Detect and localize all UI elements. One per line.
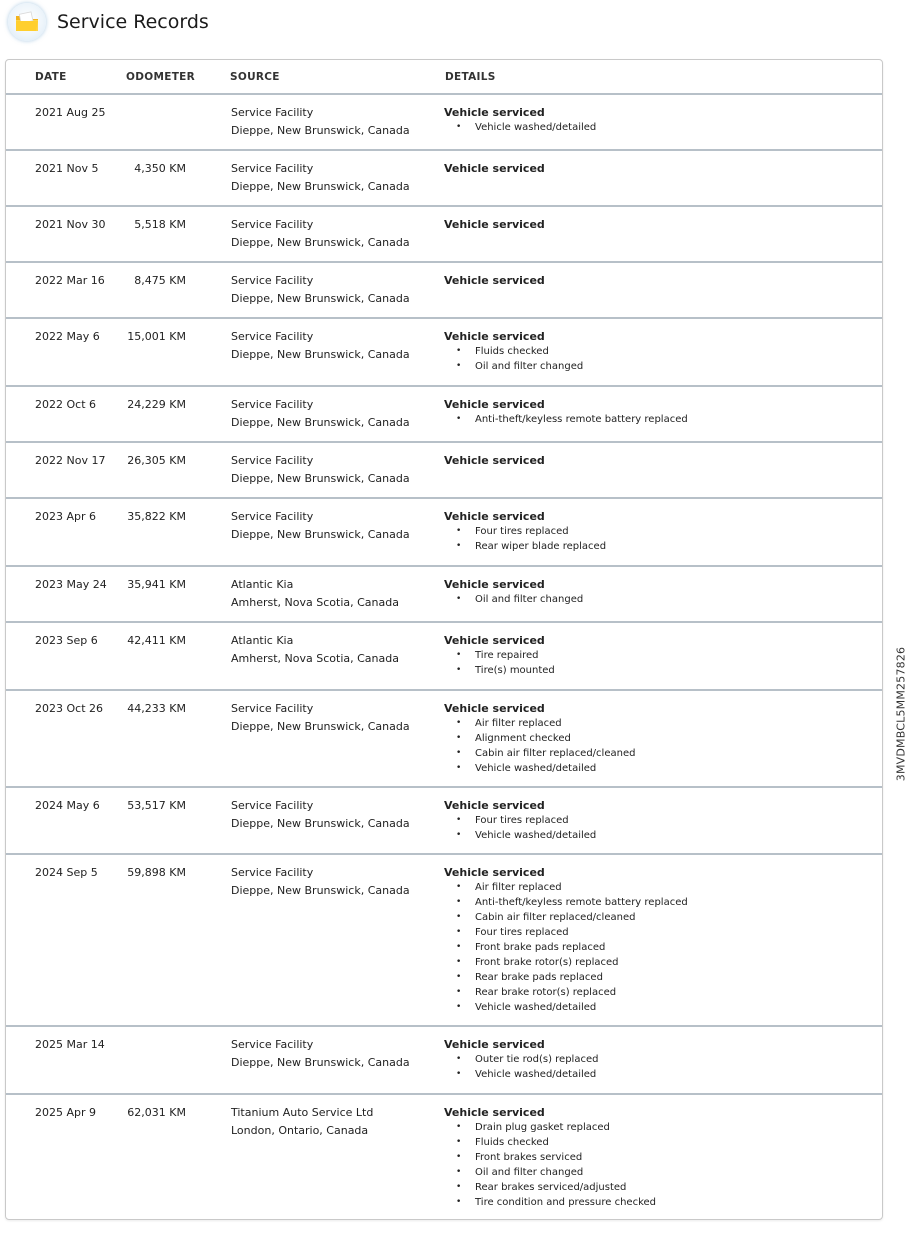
details-list-item: • Front brake pads replaced <box>444 940 688 955</box>
details-list <box>444 813 596 843</box>
details-list-item: • Four tires replaced <box>444 813 596 828</box>
record-date: 2023 Oct 26 <box>35 702 104 715</box>
vin-label: 3MVDMBCL5MM257826 <box>894 646 908 782</box>
source-location: Dieppe, New Brunswick, Canada <box>231 720 410 733</box>
record-source <box>231 328 410 364</box>
details-title: Vehicle serviced <box>444 274 545 287</box>
record-date: 2025 Apr 9 <box>35 1106 97 1119</box>
record-details <box>444 217 545 232</box>
record-details <box>444 105 596 135</box>
source-name: Atlantic Kia <box>231 578 294 591</box>
folder-icon <box>8 3 46 41</box>
record-details <box>444 577 583 607</box>
record-odometer: 5,518 KM <box>134 218 186 231</box>
record-details <box>444 329 583 374</box>
details-list-item: • Anti-theft/keyless remote battery replaced <box>444 412 688 427</box>
details-list-item: • Front brake rotor(s) replaced <box>444 955 688 970</box>
source-location: Dieppe, New Brunswick, Canada <box>231 416 410 429</box>
column-header-details: DETAILS <box>445 71 496 83</box>
details-title: Vehicle serviced <box>444 398 545 411</box>
record-odometer: 59,898 KM <box>127 866 186 879</box>
table-row <box>6 1095 882 1223</box>
details-list-item: • Anti-theft/keyless remote battery replaced <box>444 895 688 910</box>
source-location: Dieppe, New Brunswick, Canada <box>231 180 410 193</box>
details-title: Vehicle serviced <box>444 1106 545 1119</box>
record-odometer: 62,031 KM <box>127 1106 186 1119</box>
source-name: Service Facility <box>231 162 314 175</box>
record-odometer: 44,233 KM <box>127 702 186 715</box>
record-source <box>231 632 399 668</box>
record-details <box>444 273 545 288</box>
record-details <box>444 633 555 678</box>
record-odometer: 24,229 KM <box>127 398 186 411</box>
record-details <box>444 798 596 843</box>
source-location: Dieppe, New Brunswick, Canada <box>231 817 410 830</box>
details-list-item: • Rear brake rotor(s) replaced <box>444 985 688 1000</box>
page-title: Service Records <box>57 11 209 33</box>
record-source <box>231 700 410 736</box>
details-title: Vehicle serviced <box>444 454 545 467</box>
source-name: Service Facility <box>231 106 314 119</box>
details-title: Vehicle serviced <box>444 510 545 523</box>
record-date: 2024 Sep 5 <box>35 866 98 879</box>
source-location: Dieppe, New Brunswick, Canada <box>231 528 410 541</box>
details-title: Vehicle serviced <box>444 866 545 879</box>
details-list-item: • Vehicle washed/detailed <box>444 761 635 776</box>
details-list-item: • Four tires replaced <box>444 925 688 940</box>
details-list-item: • Fluids checked <box>444 344 583 359</box>
details-list-item: • Tire(s) mounted <box>444 663 555 678</box>
details-list-item: • Alignment checked <box>444 731 635 746</box>
record-source <box>231 797 410 833</box>
table-row <box>6 319 882 387</box>
source-location: Dieppe, New Brunswick, Canada <box>231 884 410 897</box>
table-row <box>6 387 882 443</box>
column-header-odometer: ODOMETER <box>126 71 196 83</box>
details-list <box>444 412 688 427</box>
source-location: London, Ontario, Canada <box>231 1124 369 1137</box>
source-name: Service Facility <box>231 799 314 812</box>
record-date: 2021 Nov 5 <box>35 162 99 175</box>
record-source <box>231 576 399 612</box>
details-list-item: • Rear wiper blade replaced <box>444 539 606 554</box>
source-location: Dieppe, New Brunswick, Canada <box>231 348 410 361</box>
table-row <box>6 443 882 499</box>
details-title: Vehicle serviced <box>444 702 545 715</box>
table-header <box>6 60 882 95</box>
table-row <box>6 95 882 151</box>
details-list <box>444 716 635 776</box>
details-list-item: • Fluids checked <box>444 1135 656 1150</box>
source-name: Service Facility <box>231 510 314 523</box>
record-odometer: 35,822 KM <box>127 510 186 523</box>
table-row <box>6 691 882 788</box>
record-date: 2022 Oct 6 <box>35 398 97 411</box>
details-list-item: • Vehicle washed/detailed <box>444 1067 598 1082</box>
record-date: 2022 Mar 16 <box>35 274 105 287</box>
record-date: 2023 Apr 6 <box>35 510 97 523</box>
source-name: Service Facility <box>231 702 314 715</box>
details-list-item: • Rear brakes serviced/adjusted <box>444 1180 656 1195</box>
record-date: 2025 Mar 14 <box>35 1038 105 1051</box>
table-row <box>6 151 882 207</box>
details-list <box>444 1052 598 1082</box>
details-list <box>444 592 583 607</box>
record-details <box>444 865 688 1015</box>
record-source <box>231 864 410 900</box>
source-location: Amherst, Nova Scotia, Canada <box>231 596 399 609</box>
details-list-item: • Rear brake pads replaced <box>444 970 688 985</box>
details-list <box>444 1120 656 1210</box>
details-title: Vehicle serviced <box>444 634 545 647</box>
table-row <box>6 263 882 319</box>
source-location: Dieppe, New Brunswick, Canada <box>231 236 410 249</box>
details-list <box>444 880 688 1015</box>
table-row <box>6 1027 882 1095</box>
source-location: Dieppe, New Brunswick, Canada <box>231 472 410 485</box>
details-list-item: • Vehicle washed/detailed <box>444 828 596 843</box>
details-list-item: • Air filter replaced <box>444 880 688 895</box>
source-location: Dieppe, New Brunswick, Canada <box>231 292 410 305</box>
record-date: 2023 May 24 <box>35 578 107 591</box>
details-list <box>444 648 555 678</box>
source-name: Service Facility <box>231 866 314 879</box>
record-details <box>444 161 545 176</box>
record-source <box>231 1104 373 1140</box>
table-row <box>6 855 882 1027</box>
details-list <box>444 344 583 374</box>
details-title: Vehicle serviced <box>444 106 545 119</box>
details-list-item: • Cabin air filter replaced/cleaned <box>444 746 635 761</box>
source-location: Dieppe, New Brunswick, Canada <box>231 124 410 137</box>
source-name: Titanium Auto Service Ltd <box>231 1106 374 1119</box>
record-odometer: 35,941 KM <box>127 578 186 591</box>
source-name: Service Facility <box>231 398 314 411</box>
record-details <box>444 701 635 776</box>
table-row <box>6 788 882 855</box>
details-list-item: • Tire repaired <box>444 648 555 663</box>
column-header-date: DATE <box>35 71 67 83</box>
details-list-item: • Drain plug gasket replaced <box>444 1120 656 1135</box>
details-list-item: • Air filter replaced <box>444 716 635 731</box>
details-list-item: • Oil and filter changed <box>444 592 583 607</box>
table-row <box>6 499 882 567</box>
record-odometer: 26,305 KM <box>127 454 186 467</box>
details-list-item: • Cabin air filter replaced/cleaned <box>444 910 688 925</box>
record-date: 2021 Nov 30 <box>35 218 106 231</box>
record-date: 2022 May 6 <box>35 330 100 343</box>
source-location: Dieppe, New Brunswick, Canada <box>231 1056 410 1069</box>
service-records-table <box>5 59 883 1220</box>
record-source <box>231 452 410 488</box>
record-odometer: 53,517 KM <box>127 799 186 812</box>
source-location: Amherst, Nova Scotia, Canada <box>231 652 399 665</box>
details-list-item: • Four tires replaced <box>444 524 606 539</box>
details-list-item: • Vehicle washed/detailed <box>444 1000 688 1015</box>
record-odometer: 15,001 KM <box>127 330 186 343</box>
details-title: Vehicle serviced <box>444 799 545 812</box>
details-list-item: • Vehicle washed/detailed <box>444 120 596 135</box>
record-source <box>231 104 410 140</box>
details-list <box>444 120 596 135</box>
record-odometer: 8,475 KM <box>134 274 186 287</box>
source-name: Service Facility <box>231 274 314 287</box>
record-source <box>231 216 410 252</box>
page-header <box>8 2 209 42</box>
table-row <box>6 207 882 263</box>
record-source <box>231 160 410 196</box>
record-date: 2024 May 6 <box>35 799 100 812</box>
table-row <box>6 567 882 623</box>
table-body <box>6 95 882 1223</box>
record-details <box>444 1037 598 1082</box>
details-title: Vehicle serviced <box>444 578 545 591</box>
source-name: Atlantic Kia <box>231 634 294 647</box>
record-date: 2021 Aug 25 <box>35 106 106 119</box>
details-list-item: • Oil and filter changed <box>444 359 583 374</box>
record-details <box>444 509 606 554</box>
details-title: Vehicle serviced <box>444 162 545 175</box>
record-date: 2023 Sep 6 <box>35 634 98 647</box>
details-list-item: • Front brakes serviced <box>444 1150 656 1165</box>
record-source <box>231 272 410 308</box>
record-details <box>444 397 688 427</box>
details-title: Vehicle serviced <box>444 1038 545 1051</box>
record-source <box>231 396 410 432</box>
details-list-item: • Tire condition and pressure checked <box>444 1195 656 1210</box>
record-source <box>231 508 410 544</box>
table-row <box>6 623 882 691</box>
record-source <box>231 1036 410 1072</box>
record-odometer: 42,411 KM <box>127 634 186 647</box>
source-name: Service Facility <box>231 1038 314 1051</box>
details-list-item: • Oil and filter changed <box>444 1165 656 1180</box>
record-odometer: 4,350 KM <box>134 162 186 175</box>
details-list <box>444 524 606 554</box>
source-name: Service Facility <box>231 454 314 467</box>
details-title: Vehicle serviced <box>444 330 545 343</box>
details-title: Vehicle serviced <box>444 218 545 231</box>
source-name: Service Facility <box>231 330 314 343</box>
record-date: 2022 Nov 17 <box>35 454 106 467</box>
record-details <box>444 453 545 468</box>
column-header-source: SOURCE <box>230 71 280 83</box>
source-name: Service Facility <box>231 218 314 231</box>
details-list-item: • Outer tie rod(s) replaced <box>444 1052 598 1067</box>
record-details <box>444 1105 656 1210</box>
